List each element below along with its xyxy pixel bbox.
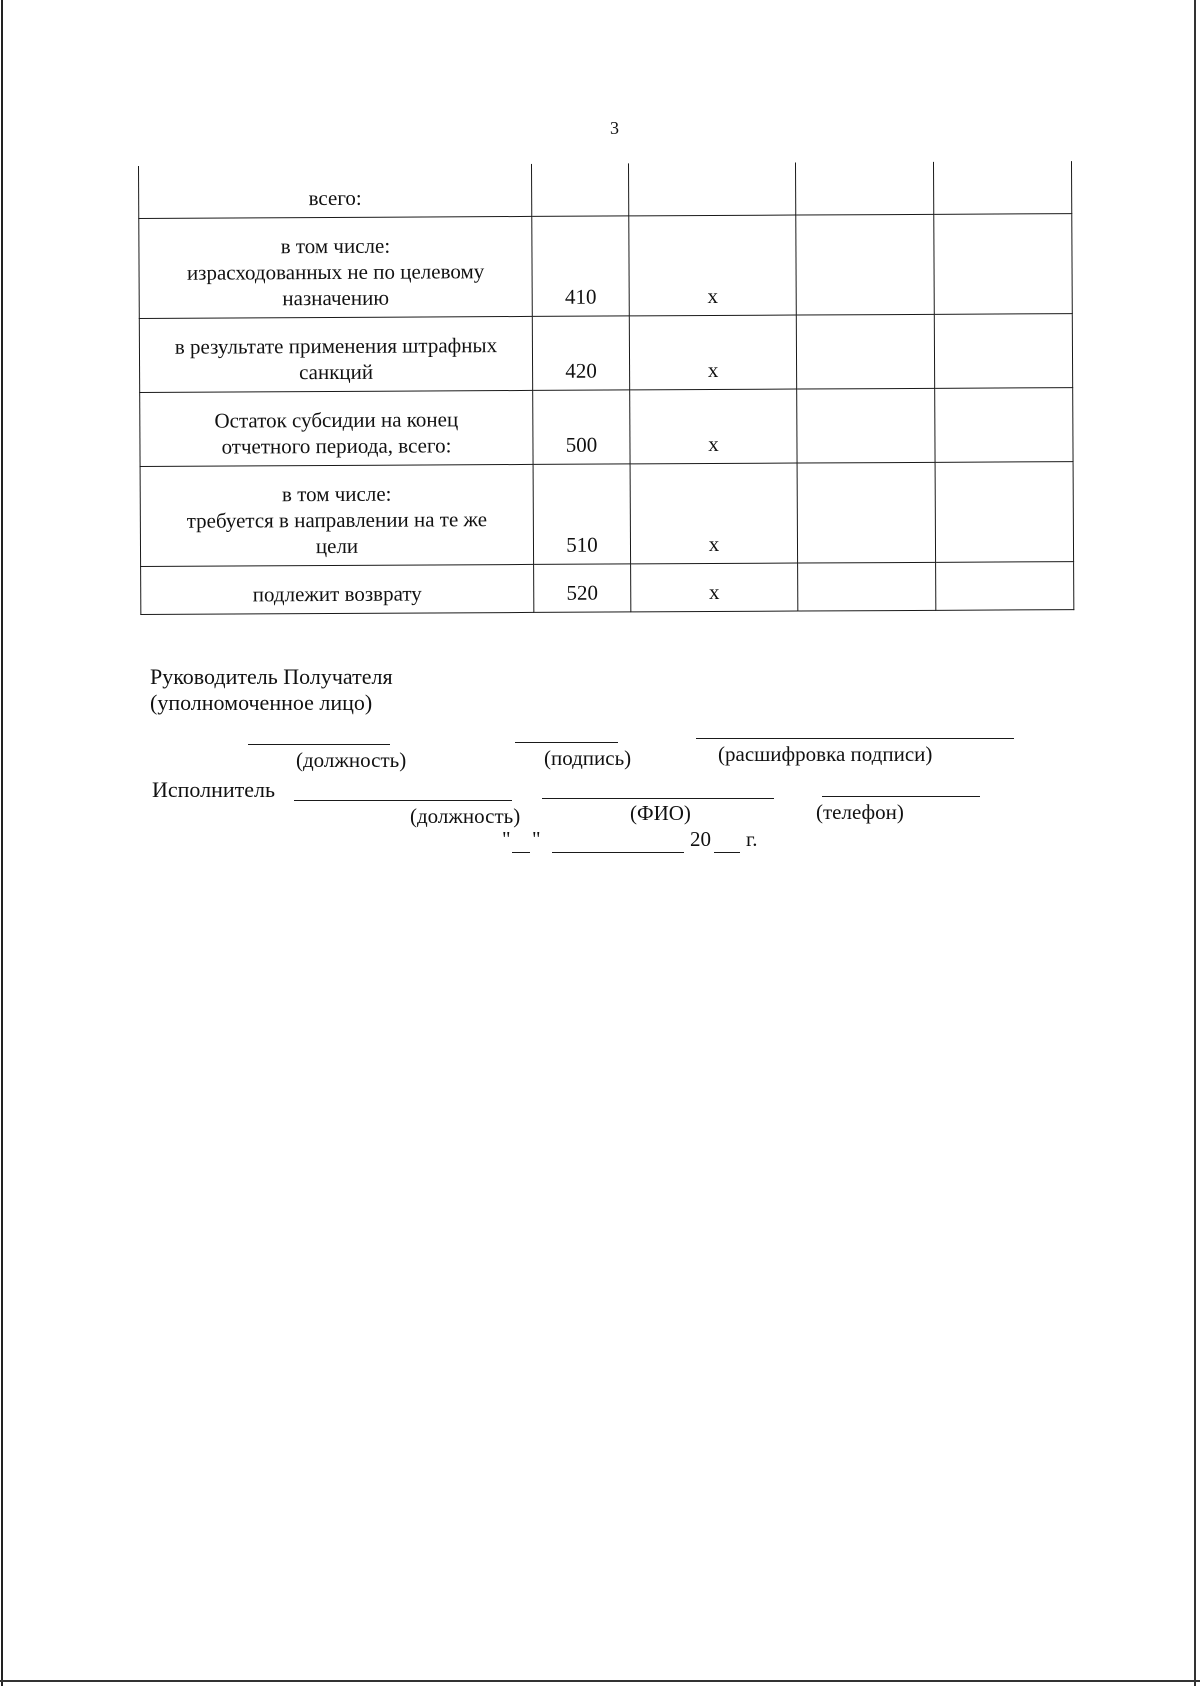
row-value-text: х: [708, 431, 719, 456]
row-value-text: х: [707, 357, 719, 382]
row-value: [630, 463, 798, 564]
head-caption-position: (должность): [296, 748, 407, 772]
executor-label: Исполнитель: [152, 777, 276, 802]
row-label: [141, 564, 534, 614]
date-quote-close: ": [532, 827, 541, 851]
head-title-line2: (уполномоченное лицо): [150, 690, 373, 715]
row-code-text: 520: [566, 580, 599, 605]
scan-border-left: [1, 0, 3, 1686]
row-value-text: х: [707, 283, 718, 308]
executor-position-line: [294, 800, 512, 801]
head-signature-line: [515, 742, 618, 743]
row-label-text: в результате применения штрафных санкций: [174, 332, 498, 384]
date-month-line: [552, 852, 684, 853]
row-code: [534, 563, 631, 612]
row-label-text: подлежит возврату: [252, 581, 422, 606]
row-code-text: 500: [565, 432, 598, 457]
row-empty-cell: [935, 387, 1073, 462]
row-code-text: 510: [566, 532, 598, 557]
row-empty-cell: [798, 562, 936, 611]
scan-border-right: [1194, 0, 1196, 1686]
row-empty-cell: [797, 388, 935, 463]
row-code-text: 420: [565, 358, 597, 383]
row-code: [533, 389, 630, 464]
table-row: [140, 461, 1074, 566]
executor-caption-name: (ФИО): [630, 801, 691, 825]
table-row: [140, 387, 1073, 466]
executor-phone-line: [822, 796, 980, 797]
head-caption-decoding: (расшифровка подписи): [718, 742, 933, 766]
report-table: [138, 161, 1074, 614]
row-label-text: Остаток субсидии на конец отчетного периода, всего:: [214, 406, 459, 459]
executor-caption-position: (должность): [410, 804, 521, 828]
row-empty-cell: [797, 462, 936, 563]
row-label: [139, 316, 532, 392]
table-row: [139, 213, 1073, 318]
row-label: [139, 216, 533, 318]
row-value-text: х: [708, 531, 720, 556]
head-decoding-line: [696, 738, 1014, 739]
row-empty-cell: [796, 314, 934, 389]
date-year-line: [714, 852, 740, 853]
scan-border-bottom: [0, 1680, 1200, 1682]
row-value: [630, 389, 797, 464]
table-row: [139, 161, 1072, 218]
row-empty-cell: [933, 161, 1071, 214]
row-code: [532, 215, 630, 316]
row-code: [531, 163, 628, 216]
row-code-text: 410: [564, 284, 597, 309]
date-day-line: [512, 852, 530, 853]
row-empty-cell: [934, 313, 1072, 388]
row-label: [139, 164, 532, 218]
row-empty-cell: [795, 162, 933, 215]
row-label: [140, 464, 534, 566]
row-value: [629, 315, 796, 390]
table-row: [139, 313, 1072, 392]
row-value: [629, 215, 797, 316]
row-code: [532, 315, 629, 390]
head-position-line: [248, 744, 390, 745]
row-code: [533, 463, 631, 564]
row-value: [631, 563, 798, 612]
row-label-text: в том числе: израсходованных не по целевому назначению: [186, 233, 485, 310]
date-year-prefix: 20: [690, 827, 711, 851]
row-label-text: всего:: [308, 185, 362, 210]
row-empty-cell: [936, 561, 1074, 610]
row-value-text: х: [708, 579, 720, 604]
row-empty-cell: [796, 214, 935, 315]
row-value: [628, 163, 795, 216]
head-title-line1: Руководитель Получателя: [150, 664, 393, 689]
executor-caption-phone: (телефон): [816, 800, 904, 824]
row-label: [140, 390, 533, 466]
date-quote-open: ": [502, 827, 511, 851]
report-table-body: [139, 161, 1074, 614]
row-empty-cell: [935, 461, 1074, 562]
head-title: [150, 664, 393, 716]
table-row: [141, 561, 1074, 614]
head-caption-signature: (подпись): [544, 746, 632, 770]
row-empty-cell: [934, 213, 1073, 314]
row-label-text: в том числе: требуется в направлении на те же цели: [186, 481, 488, 558]
date-year-suffix: г.: [746, 827, 758, 851]
executor-name-line: [542, 798, 774, 799]
page-number: 3: [610, 118, 619, 138]
